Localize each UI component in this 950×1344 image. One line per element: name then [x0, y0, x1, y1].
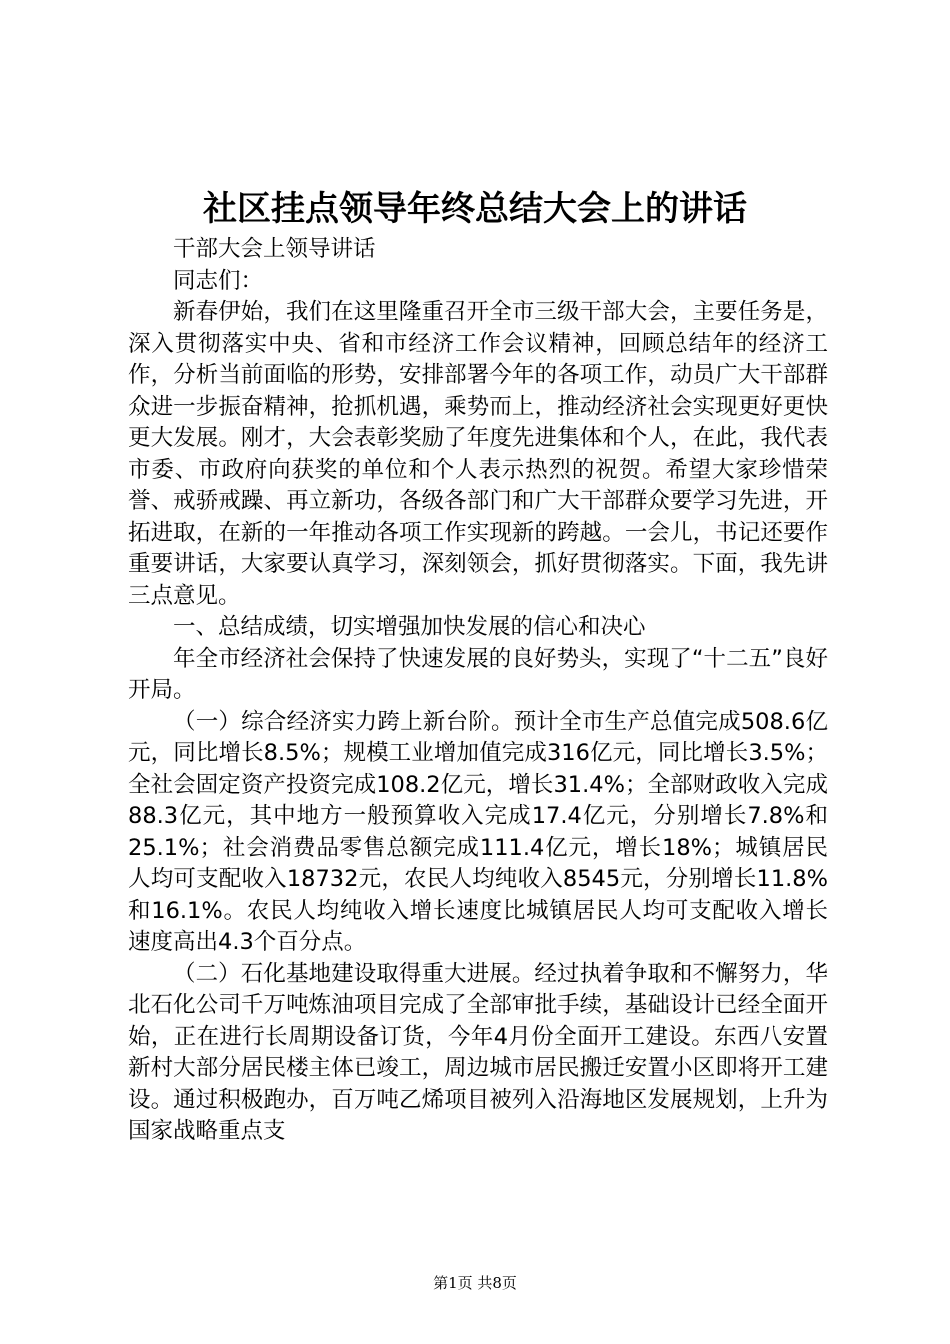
paragraph-summary: 年全市经济社会保持了快速发展的良好势头，实现了“十二五”良好开局。: [128, 645, 828, 703]
paragraph-petrochemical: （二）石化基地建设取得重大进展。经过执着争取和不懈努力，华北石化公司千万吨炼油项目完成了全部审批手续，基础设计已经全面开始，正在进行长周期设备订货，今年4月份全面开工建设。东西八安置新村大部分居民楼主体已竣工，周边城市居民搬迁安置小区即将开工建设。通过积极跑办，百万吨乙烯项目被列入沿海地区发展规划，上升为国家战略重点支: [128, 960, 828, 1144]
paragraph-intro: 新春伊始，我们在这里隆重召开全市三级干部大会，主要任务是，深入贯彻落实中央、省和市经济工作会议精神，回顾总结年的经济工作，分析当前面临的形势，安排部署今年的各项工作，动员广大干部群众进一步振奋精神，抢抓机遇，乘势而上，推动经济社会实现更好更快更大发展。刚才，大会表彰奖励了年度先进集体和个人，在此，我代表市委、市政府向获奖的单位和个人表示热烈的祝贺。希望大家珍惜荣誉、戒骄戒躁、再立新功，各级各部门和广大干部群众要学习先进，开拓进取，在新的一年推动各项工作实现新的跨越。一会儿，书记还要作重要讲话，大家要认真学习，深刻领会，抓好贯彻落实。下面，我先讲三点意见。: [128, 299, 828, 609]
page-footer: 第1页 共8页: [433, 1274, 517, 1292]
subtitle-line: 干部大会上领导讲话: [173, 236, 376, 262]
section-heading: 一、总结成绩，切实增强加快发展的信心和决心: [173, 614, 646, 640]
salutation: 同志们：: [173, 267, 264, 294]
document-body: [128, 234, 828, 1148]
paragraph-economy: （一）综合经济实力跨上新台阶。预计全市生产总值完成508.6亿元，同比增长8.5%；规模工业增加值完成316亿元，同比增长3.5%；全社会固定资产投资完成108.2亿元，增长31.4%；全部财政收入完成88.3亿元，其中地方一般预算收入完成17.4亿元，分别增长7.8%和25.1%；社会消费品零售总额完成111.4亿元，增长18%；城镇居民人均可支配收入18732元，农民人均纯收入8545元，分别增长11.8%和16.1%。农民人均纯收入增长速度比城镇居民人均可支配收入增长速度高出4.3个百分点。: [128, 708, 828, 955]
document-title: 社区挂点领导年终总结大会上的讲话: [203, 189, 747, 229]
